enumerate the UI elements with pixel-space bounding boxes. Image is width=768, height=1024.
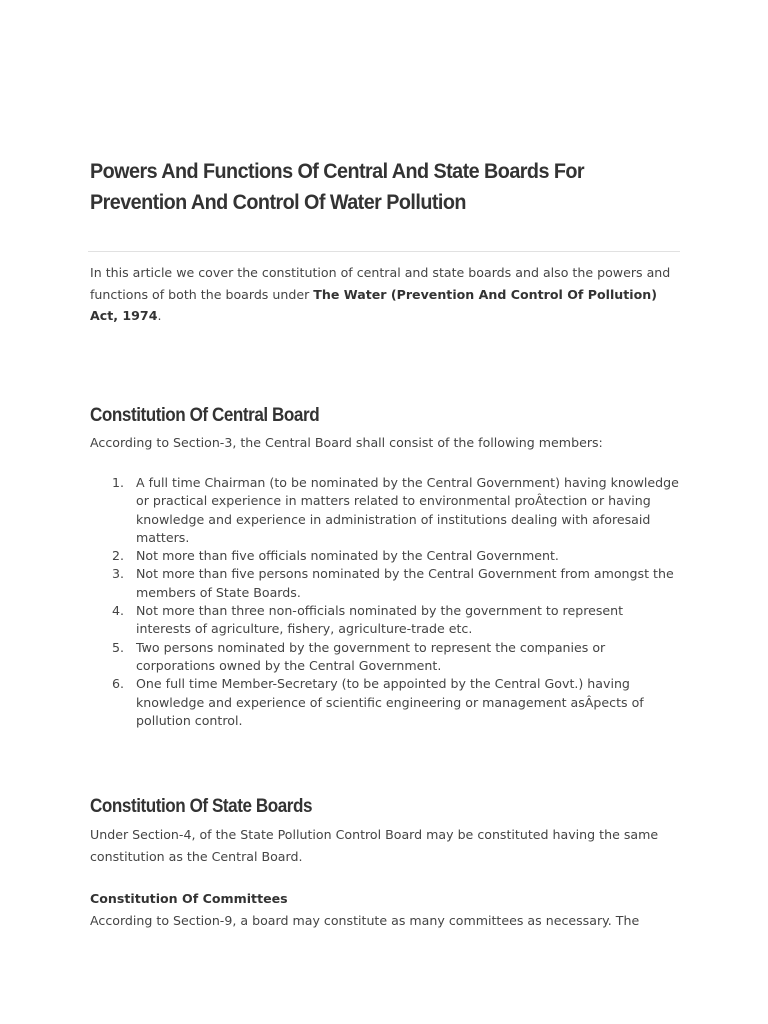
committees-text: According to Section-9, a board may constitute as many committees as necessary. The bbox=[90, 913, 640, 928]
list-item-number: 1. bbox=[112, 475, 125, 490]
list-item-text: Not more than five officials nominated by the Central Government. bbox=[136, 548, 559, 564]
list-item bbox=[90, 474, 680, 547]
central-board-heading: Constitution Of Central Board bbox=[90, 405, 320, 426]
title-divider bbox=[88, 251, 680, 252]
list-item-number: 2. bbox=[112, 548, 125, 564]
list-item-number: 3. bbox=[112, 566, 125, 582]
list-item-number: 5. bbox=[112, 639, 125, 655]
central-board-intro: According to Section-3, the Central Board shall consist of the following members: bbox=[90, 435, 603, 450]
list-item-number: 6. bbox=[112, 676, 125, 692]
article-intro bbox=[90, 262, 680, 327]
intro-text: In this article we cover the constitution of central and state boards and also the powers and functions of both the boards under bbox=[90, 265, 671, 302]
state-boards-heading: Constitution Of State Boards bbox=[90, 796, 313, 817]
list-item-number: 4. bbox=[112, 603, 125, 619]
central-board-members-list bbox=[90, 474, 680, 730]
list-item bbox=[90, 547, 680, 565]
list-item-text: Not more than five persons nominated by the Central Government from amongst the members of State Boards. bbox=[136, 566, 674, 600]
article-title: Powers And Functions Of Central And State Boards For Prevention And Control Of Water Pollution bbox=[90, 159, 585, 214]
list-item-text: Not more than three non-officials nominated by the government to represent interests of agriculture, fishery, agriculture-trade etc. bbox=[136, 603, 624, 637]
list-item bbox=[90, 565, 680, 602]
list-item-text: One full time Member-Secretary (to be appointed by the Central Govt.) having knowledge and experience of scientific engineering or management asÂpects of pollution control. bbox=[136, 676, 644, 728]
list-item-text: A full time Chairman (to be nominated by the Central Government) having knowledge or practical experience in matters related to environmental proÂtection or having knowledge and experience in administration of institutions dealing with aforesaid matters. bbox=[136, 475, 679, 545]
committees-heading: Constitution Of Committees bbox=[90, 891, 288, 906]
intro-end: . bbox=[157, 308, 162, 323]
list-item bbox=[90, 639, 680, 676]
act-name: The Water (Prevention And Control Of Pollution) Act, 1974 bbox=[90, 286, 657, 323]
list-item bbox=[90, 602, 680, 639]
state-boards-text: Under Section-4, of the State Pollution Control Board may be constituted having the same constitution as the Central Board. bbox=[90, 827, 659, 864]
list-item bbox=[90, 675, 680, 730]
list-item-text: Two persons nominated by the government to represent the companies or corporations owned by the Central Government. bbox=[136, 639, 606, 673]
